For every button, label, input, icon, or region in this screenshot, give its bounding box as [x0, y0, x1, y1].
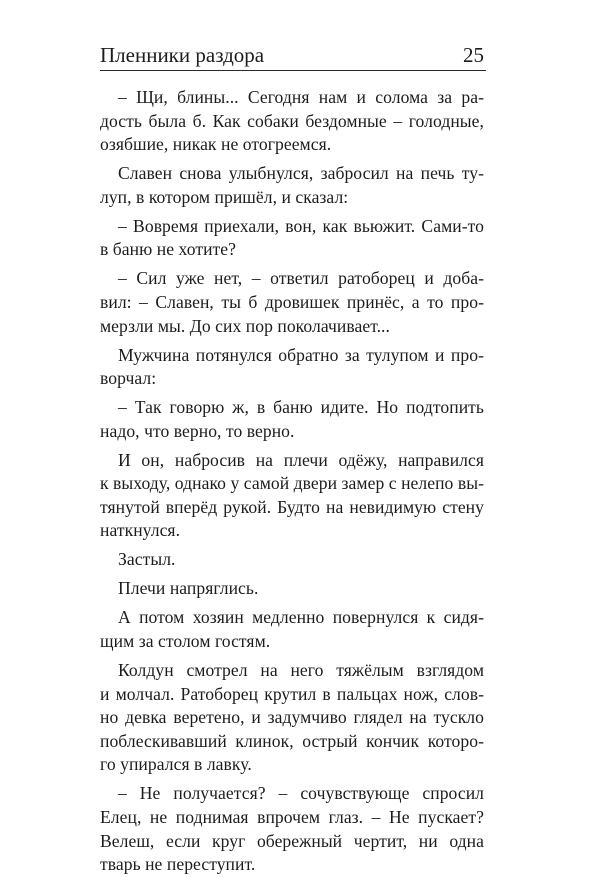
text-line: щим за столом гостям. [100, 630, 271, 651]
book-title: Пленники раздора [100, 43, 265, 67]
paragraph [100, 606, 484, 653]
text-line: тянутой вперёд рукой. Будто на невидимую стену [100, 496, 484, 517]
text-line: поблескивавший клинок, острый кончик которо- [100, 730, 484, 751]
paragraph [100, 396, 484, 443]
paragraph [100, 548, 484, 572]
body-text [100, 86, 484, 877]
paragraph [100, 782, 484, 876]
page-number: 25 [463, 43, 484, 67]
running-header [100, 38, 484, 68]
paragraph [100, 162, 484, 209]
text-line: – Не получается? – сочувствующе спросил [118, 783, 484, 804]
paragraph [100, 659, 484, 777]
text-line: тварь не переступит. [100, 854, 256, 875]
text-line: – Вовремя приехали, вон, как вьюжит. Сами-то [118, 215, 484, 236]
text-line: А потом хозяин медленно повернулся к сидя- [118, 607, 484, 628]
text-line: И он, набросив на плечи одёжу, направился [118, 449, 484, 470]
text-line: к выходу, однако у самой двери замер с нелепо вы- [100, 473, 484, 494]
text-line: – Сил уже нет, – ответил ратоборец и доба- [118, 268, 484, 289]
paragraph [100, 267, 484, 338]
text-line: – Так говорю ж, в баню идите. Но подтопить [118, 397, 484, 418]
text-line: надо, что верно, то верно. [100, 420, 295, 441]
paragraph [100, 86, 484, 157]
text-line: наткнулся. [100, 520, 181, 541]
text-line: го упирался в лавку. [100, 754, 252, 775]
text-line: дость была б. Как собаки бездомные – голодные, [100, 110, 484, 131]
paragraph [100, 449, 484, 543]
text-line: в баню не хотите? [100, 239, 236, 260]
paragraph [100, 577, 484, 601]
text-line: луп, в котором пришёл, и сказал: [100, 186, 349, 207]
text-line: Колдун смотрел на него тяжёлым взглядом [118, 659, 484, 680]
text-line: и молчал. Ратоборец крутил в пальцах нож, слов- [100, 683, 484, 704]
text-line: Елец, не поднимая впрочем глаз. – Не пускает? [100, 806, 484, 827]
text-line: Славен снова улыбнулся, забросил на печь ту- [118, 163, 484, 184]
text-line: – Щи, блины... Сегодня нам и солома за ра- [118, 87, 484, 107]
header-rule [100, 70, 486, 71]
text-line: мерзли мы. До сих пор поколачивает... [100, 315, 390, 336]
text-line: вил: – Славен, ты б дровишек принёс, а то про- [100, 291, 484, 312]
text-line: Плечи напряглись. [118, 578, 259, 599]
paragraph [100, 215, 484, 262]
text-line: озябшие, никак не отогреемся. [100, 134, 332, 155]
text-line: Велеш, если круг обережный чертит, ни одна [100, 830, 484, 851]
paragraph [100, 344, 484, 391]
text-line: но девка веретено, и задумчиво глядел на тускло [100, 707, 484, 728]
text-line: ворчал: [100, 368, 157, 389]
text-line: Застыл. [118, 549, 176, 570]
text-line: Мужчина потянулся обратно за тулупом и про- [118, 344, 484, 365]
